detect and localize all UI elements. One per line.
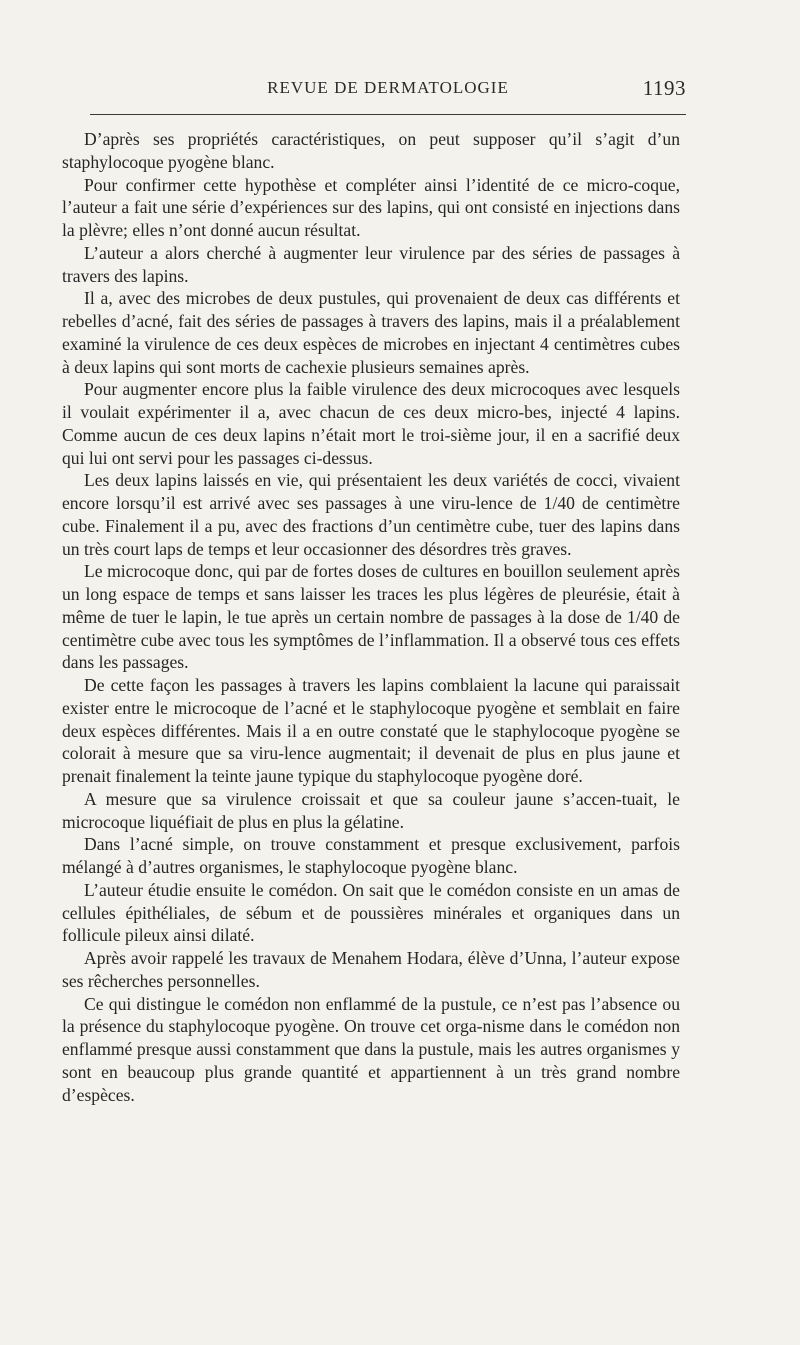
paragraph: De cette façon les passages à travers les lapins comblaient la lacune qui paraissait exister entre le microcoque de l’acné et le staphylocoque pyogène et semblait en faire deux espèces différentes. Mais il a en outre constaté que le staphylocoque pyogène se colorait à mesure que sa viru-lence augmentait; il devenait de plus en plus jaune et prenait finalement la teinte jaune typique du staphylocoque pyogène doré.: [62, 675, 680, 786]
running-title: REVUE DE DERMATOLOGIE: [267, 78, 509, 97]
paragraph: Il a, avec des microbes de deux pustules, qui provenaient de deux cas différents et rebelles d’acné, fait des séries de passages à travers des lapins, mais il a préalablement examiné la virulence de ces deux espèces de microbes en injectant 4 centimètres cubes à deux lapins qui sont morts de cachexie plusieurs semaines après.: [62, 288, 680, 377]
paragraph: D’après ses propriétés caractéristiques, on peut supposer qu’il s’agit d’un staphylocoque pyogène blanc.: [62, 129, 680, 172]
paragraph: Pour confirmer cette hypothèse et compléter ainsi l’identité de ce micro-coque, l’auteur a fait une série d’expériences sur des lapins, qui ont consisté en injections dans la plèvre; elles n’ont donné aucun résultat.: [62, 174, 680, 240]
paragraph: Après avoir rappelé les travaux de Menahem Hodara, élève d’Unna, l’auteur expose ses rêcherches personnelles.: [62, 948, 680, 991]
paragraph: Ce qui distingue le comédon non enflammé de la pustule, ce n’est pas l’absence ou la présence du staphylocoque pyogène. On trouve cet orga-nisme dans le comédon non enflammé presque aussi constamment que dans la pustule, mais les autres organismes y sont en beaucoup plus grande quantité et appartiennent à un très grand nombre d’espèces.: [62, 993, 680, 1105]
paragraph: Pour augmenter encore plus la faible virulence des deux microcoques avec lesquels il voulait expérimenter il a, avec chacun de ces deux micro-bes, injecté 4 lapins. Comme aucun de ces deux lapins n’était mort le troi-sième jour, il en a sacrifié deux qui lui ont servi pour les passages ci-dessus.: [62, 379, 680, 468]
page-number: 1193: [642, 76, 686, 100]
header-rule: [90, 114, 686, 115]
paragraph: L’auteur a alors cherché à augmenter leur virulence par des séries de passages à travers des lapins.: [62, 242, 680, 286]
paragraph: A mesure que sa virulence croissait et que sa couleur jaune s’accen-tuait, le microcoque liquéfiait de plus en plus la gélatine.: [62, 788, 680, 832]
paragraph: Les deux lapins laissés en vie, qui présentaient les deux variétés de cocci, vivaient encore lorsqu’il est arrivé avec ses passages à une viru-lence de 1/40 de centimètre cube. Finalement il a pu, avec des fractions d’un centimètre cube, tuer des lapins dans un très court laps de temps et leur occasionner des désordres très graves.: [62, 470, 680, 559]
paragraph: L’auteur étudie ensuite le comédon. On sait que le comédon consiste en un amas de cellules épithéliales, de sébum et de poussières minérales et organiques dans un follicule pileux ainsi dilaté.: [62, 879, 680, 946]
paragraph: Le microcoque donc, qui par de fortes doses de cultures en bouillon seulement après un long espace de temps et sans laisser les traces les plus légères de pleurésie, était à même de tuer le lapin, le tue après un certain nombre de passages à la dose de 1/40 de centimètre cube avec tous les symptômes de l’inflammation. Il a observé tous ces effets dans les passages.: [62, 561, 680, 673]
paragraph: Dans l’acné simple, on trouve constamment et presque exclusivement, parfois mélangé à d’autres organismes, le staphylocoque pyogène blanc.: [62, 834, 680, 877]
running-header: [90, 78, 686, 108]
article-body: [62, 128, 680, 1106]
